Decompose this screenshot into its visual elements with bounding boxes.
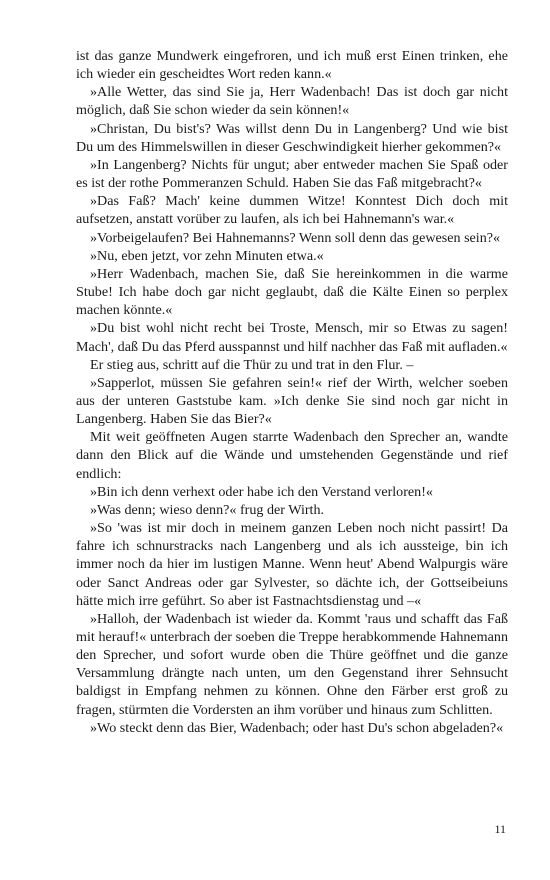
- paragraph: »Christan, Du bist's? Was willst denn Du in Langenberg? Und wie bist Du um des Himmelswillen in dieser Geschwindigkeit hierher gekommen?«: [76, 120, 508, 155]
- page-number: 11: [494, 822, 506, 836]
- paragraph: »Was denn; wieso denn?« frug der Wirth.: [90, 501, 325, 518]
- paragraph: ist das ganze Mundwerk eingefroren, und ich muß erst Einen trinken, ehe ich wieder ein gescheidtes Wort reden kann.«: [76, 48, 508, 83]
- paragraph: »In Langenberg? Nichts für ungut; aber entweder machen Sie Spaß oder es ist der rothe Pommeranzen Schuld. Haben Sie das Faß mitgebracht?«: [76, 156, 508, 192]
- paragraph: »Wo steckt denn das Bier, Wadenbach; oder hast Du's schon abgeladen?«: [90, 719, 504, 736]
- paragraph: »Du bist wohl nicht recht bei Troste, Mensch, mir so Etwas zu sagen! Mach', daß Du das Pferd ausspannst und hilf nachher das Faß mit aufladen.«: [76, 320, 508, 355]
- paragraph: »Vorbeigelaufen? Bei Hahnemanns? Wenn soll denn das gewesen sein?«: [90, 229, 501, 246]
- paragraph: »Halloh, der Wadenbach ist wieder da. Kommt 'raus und schafft das Faß mit herauf!« unterbrach der soeben die Treppe herabkommende Hahnemann den Sprecher, und sofort wurde oben die Thüre geöffnet und die ganze Versammlung drängte nach unten, um den Gegenstand ihrer Sehnsucht baldigst in Empfang nehmen zu können. Ohne den Färber erst groß zu fragen, stürmten die Vordersten an ihm vorüber und hinaus zum Schlitten.: [76, 610, 508, 718]
- paragraph: »Bin ich denn verhext oder habe ich den Verstand verloren!«: [90, 483, 433, 500]
- paragraph: »So 'was ist mir doch in meinem ganzen Leben noch nicht passirt! Da fahre ich schnurstracks nach Langenberg und als ich aussteige, bin ich immer noch da hier im lustigen Manne. Wenn heut' Abend Walpurgis wäre oder Sanct Andreas oder gar Sylvester, so dächte ich, der Gottseibeiuns hätte mich irre geführt. So aber ist Fastnachtsdienstag und –«: [76, 520, 508, 609]
- paragraph: »Herr Wadenbach, machen Sie, daß Sie hereinkommen in die warme Stube! Ich habe doch gar nicht geglaubt, daß die Kälte Einen so perplex machen könnte.«: [76, 265, 508, 319]
- paragraph: »Alle Wetter, das sind Sie ja, Herr Wadenbach! Das ist doch gar nicht möglich, daß Sie schon wieder da sein können!«: [76, 84, 508, 119]
- paragraph: »Sapperlot, müssen Sie gefahren sein!« rief der Wirth, welcher soeben aus der unteren Gaststube kam. »Ich denke Sie sind noch gar nicht in Langenberg. Haben Sie das Bier?«: [76, 374, 508, 428]
- page-body: [76, 47, 508, 737]
- paragraph: Er stieg aus, schritt auf die Thür zu und trat in den Flur. –: [90, 356, 414, 373]
- paragraph: »Das Faß? Mach' keine dummen Witze! Konntest Dich doch mit aufsetzen, anstatt vorüber zu laufen, als ich bei Hahnemann's war.«: [76, 193, 508, 228]
- paragraph: Mit weit geöffneten Augen starrte Wadenbach den Sprecher an, wandte dann den Blick auf die Wände und umstehenden Gegenstände und rief endlich:: [76, 429, 508, 482]
- paragraph: »Nu, eben jetzt, vor zehn Minuten etwa.«: [90, 247, 324, 264]
